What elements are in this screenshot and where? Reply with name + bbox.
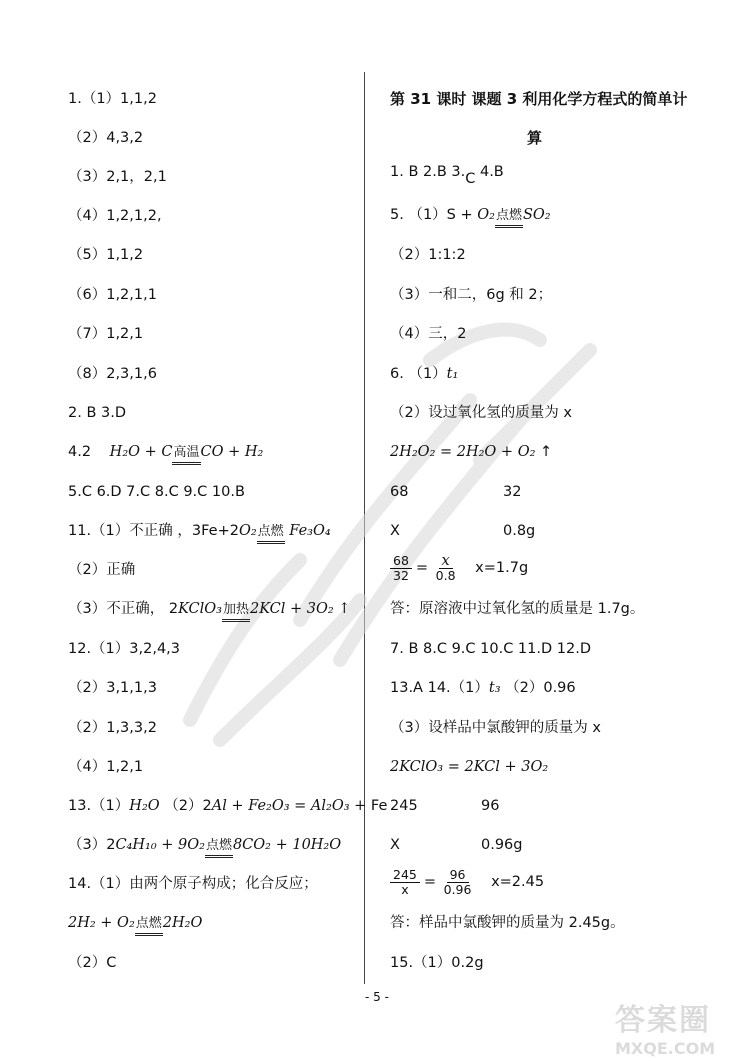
answer-12-3: （2）1,3,3,2 bbox=[68, 720, 157, 736]
answer-5-2: （2）1:1:2 bbox=[390, 247, 466, 263]
unknown-x: X bbox=[390, 523, 400, 539]
answer-14-conclusion: 答：样品中氯酸钾的质量为 2.45g。 bbox=[390, 915, 625, 931]
section-title: 第 31 课时 课题 3 利用化学方程式的简单计 bbox=[390, 90, 688, 108]
answer-13-prefix: 13.（1） bbox=[68, 798, 130, 814]
section-title-continued: 算 bbox=[527, 129, 543, 147]
water-formula: H₂O bbox=[129, 798, 160, 814]
mass-ratio-row-2 bbox=[390, 796, 500, 816]
answer-11-1 bbox=[68, 521, 331, 542]
answer-14-2: （2）C bbox=[68, 955, 117, 971]
page-number: - 5 - bbox=[365, 990, 389, 1004]
answer-5-prefix: 5. （1）S + bbox=[390, 207, 473, 223]
answer-13-14-prefix: 13.A 14.（1） bbox=[390, 680, 489, 696]
fraction-245-x: $\frac{245}{x}$ bbox=[390, 868, 420, 897]
mass-ratio-row bbox=[390, 482, 522, 502]
equation-left-side: O₂ bbox=[238, 523, 257, 539]
site-logo-url: MXQE.COM bbox=[615, 1039, 716, 1058]
proportion-row-2 bbox=[390, 867, 544, 897]
answer-13-14 bbox=[390, 678, 576, 698]
answer-1-6: （6）1,2,1,1 bbox=[68, 287, 157, 303]
answer-6-prefix: 6. （1） bbox=[390, 366, 447, 382]
answer-4-prefix: 4.2 bbox=[68, 444, 92, 460]
thermite-equation: Al + Fe₂O₃ = Al₂O₃ + bbox=[211, 798, 367, 814]
answer-1-3-text: 1. B 2.B 3. bbox=[390, 164, 466, 180]
reaction-condition: 点燃 bbox=[205, 836, 233, 856]
equation-right-side: 2KCl + 3O₂ ↑ bbox=[249, 601, 351, 617]
answer-1-1: 1.（1）1,1,2 bbox=[68, 91, 157, 107]
gas-arrow: ↑ bbox=[535, 444, 553, 460]
equation-right-side: 8CO₂ + 10H₂O bbox=[232, 837, 342, 853]
time-symbol: t₃ bbox=[488, 680, 501, 696]
unknown-row bbox=[390, 521, 536, 541]
oxygen-molar-mass: 32 bbox=[503, 484, 522, 500]
chlorate-equation: 2KClO₃ = 2KCl + 3O₂ bbox=[390, 759, 549, 775]
answer-14-1: 14.（1）由两个原子构成；化合反应； bbox=[68, 876, 318, 892]
reaction-condition: 高温 bbox=[172, 443, 200, 463]
equation-right-side: Fe₃O₄ bbox=[289, 523, 331, 539]
equation-left-side: 2H₂ + O₂ bbox=[68, 915, 135, 931]
answer-6-conclusion: 答：原溶液中过氧化氢的质量是 1.7g。 bbox=[390, 601, 645, 617]
proportion-row bbox=[390, 553, 528, 583]
fraction-x-0.8: $\frac{x}{0.8}$ bbox=[435, 552, 456, 583]
answer-5-3: （3）一和二，6g 和 2； bbox=[390, 287, 553, 303]
decomposition-equation bbox=[390, 442, 552, 462]
answer-7-12: 7. B 8.C 9.C 10.C 11.D 12.D bbox=[390, 641, 591, 657]
oxygen-formula: O₂ bbox=[477, 207, 495, 223]
equals-sign: = bbox=[423, 874, 437, 890]
equation-right-side: 2H₂O bbox=[162, 915, 203, 931]
answer-1-2: （2）4,3,2 bbox=[68, 130, 144, 146]
peroxide-molar-mass: 68 bbox=[390, 484, 409, 500]
chlorate-molar-mass: 245 bbox=[390, 798, 418, 814]
equation-right-side: CO + H₂ bbox=[200, 444, 264, 460]
reaction-condition: 点燃 bbox=[495, 206, 523, 226]
answer-1-4 bbox=[390, 162, 504, 187]
answer-1-4: （4）1,2,1,2, bbox=[68, 208, 162, 224]
equation-left-side: C₄H₁₀ + 9O₂ bbox=[115, 837, 205, 853]
unknown-row-2 bbox=[390, 835, 523, 855]
answer-15-1: 15.（1）0.2g bbox=[390, 955, 484, 971]
site-logo bbox=[615, 995, 745, 1058]
fraction-68-32: $\frac{68}{32}$ bbox=[390, 554, 412, 583]
equation-left-side: KClO₃ bbox=[178, 601, 222, 617]
result-x: x=1.7g bbox=[475, 560, 529, 576]
equals-sign: = bbox=[415, 560, 429, 576]
answer-5-10: 5.C 6.D 7.C 8.C 9.C 10.B bbox=[68, 484, 245, 500]
oxygen-mass: 0.96g bbox=[481, 837, 523, 853]
answer-13-3 bbox=[68, 835, 341, 856]
answer-6-1 bbox=[390, 364, 458, 384]
equation-left-side: H₂O + C bbox=[109, 444, 173, 460]
answer-3-choice: C bbox=[465, 171, 476, 187]
answer-14-equation bbox=[68, 913, 202, 934]
answer-5-4: （4）三，2 bbox=[390, 326, 467, 342]
answer-5-1 bbox=[390, 205, 551, 226]
answer-14-2-text: （2）0.96 bbox=[500, 680, 576, 696]
peroxide-equation: 2H₂O₂ = 2H₂O + O₂ bbox=[390, 444, 536, 460]
answer-1-3: （3）2,1，2,1 bbox=[68, 169, 167, 185]
reaction-condition: 点燃 bbox=[135, 914, 163, 934]
answer-13-2-prefix: （2）2 bbox=[159, 798, 212, 814]
reaction-condition: 加热 bbox=[222, 600, 250, 620]
answer-4-equation bbox=[68, 442, 263, 463]
iron-symbol: Fe bbox=[366, 798, 388, 814]
answer-13-3-prefix: （3）2 bbox=[68, 837, 116, 853]
answer-12-1: 12.（1）3,2,4,3 bbox=[68, 641, 181, 657]
answer-6-2: （2）设过氧化氢的质量为 x bbox=[390, 405, 572, 421]
answer-1-8: （8）2,3,1,6 bbox=[68, 366, 157, 382]
answer-13-1-2 bbox=[68, 796, 387, 816]
reaction-condition: 点燃 bbox=[257, 522, 285, 542]
answer-11-2: （2）正确 bbox=[68, 562, 136, 578]
time-symbol: t₁ bbox=[446, 366, 459, 382]
answer-2-3: 2. B 3.D bbox=[68, 405, 126, 421]
answer-4-text: 4.B bbox=[475, 164, 504, 180]
unknown-x: X bbox=[390, 837, 400, 853]
sulfur-dioxide-formula: SO₂ bbox=[522, 207, 551, 223]
answer-11-1-prefix: 11.（1）不正确 ，3Fe+2 bbox=[68, 523, 239, 539]
oxygen-mass: 0.8g bbox=[503, 523, 536, 539]
answer-1-7: （7）1,2,1 bbox=[68, 326, 144, 342]
column-divider bbox=[364, 72, 365, 984]
site-logo-brand: 答案圈 bbox=[615, 1003, 711, 1038]
answer-11-3-prefix: （3）不正确， 2 bbox=[68, 601, 179, 617]
result-x: x=2.45 bbox=[491, 874, 545, 890]
answer-1-5: （5）1,1,2 bbox=[68, 247, 144, 263]
answer-12-4: （4）1,2,1 bbox=[68, 759, 144, 775]
fraction-96-0.96: $\frac{96}{0.96}$ bbox=[443, 866, 472, 897]
answer-11-3 bbox=[68, 599, 350, 620]
answer-12-2: （2）3,1,1,3 bbox=[68, 680, 157, 696]
oxygen-molar-mass: 96 bbox=[481, 798, 500, 814]
answer-14-3: （3）设样品中氯酸钾的质量为 x bbox=[390, 720, 601, 736]
